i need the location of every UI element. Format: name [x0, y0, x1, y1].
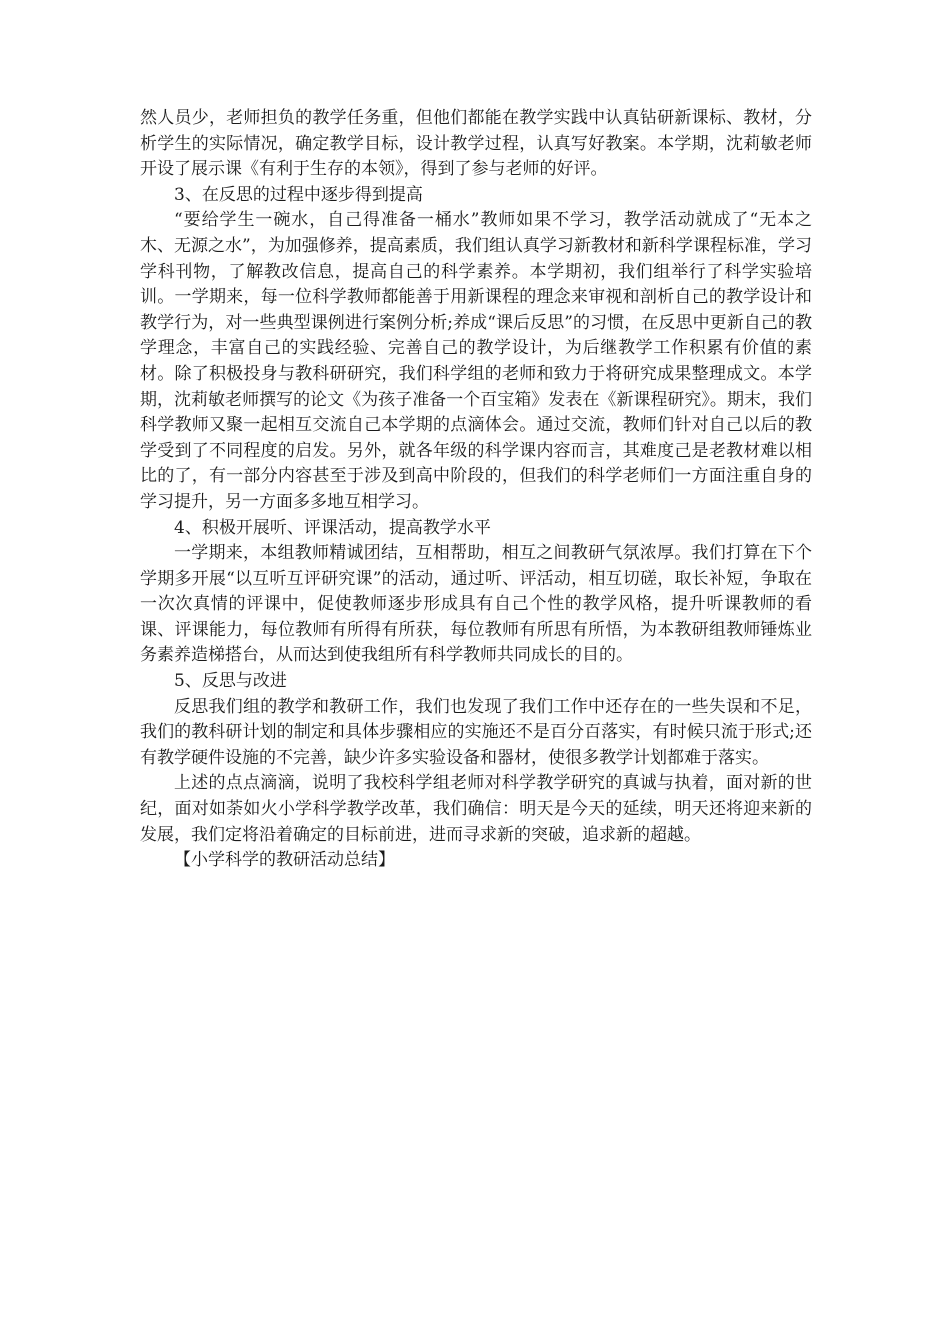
paragraph-reflection: “要给学生一碗水，自己得准备一桶水”教师如果不学习，教学活动就成了“无本之木、无源之水”，为加强修养，提高素质，我们组认真学习新教材和新科学课程标准，学习学科刊物，了解教改信息，提高自己的科学素养。本学期初，我们组举行了科学实验培训。一学期来，每一位科学教师都能善于用新课程的理念来审视和剖析自己的教学设计和教学行为，对一些典型课例进行案例分析;养成“课后反思”的习惯，在反思中更新自己的教学理念，丰富自己的实践经验、完善自己的教学设计，为后继教学工作积累有价值的素材。除了积极投身与教科研研究，我们科学组的老师和致力于将研究成果整理成文。本学期，沈莉敏老师撰写的论文《为孩子准备一个百宝箱》发表在《新课程研究》。期末，我们科学教师又聚一起相互交流自己本学期的点滴体会。通过交流，教师们针对自己以后的教学受到了不同程度的启发。另外，就各年级的科学课内容而言，其难度己是老教材难以相比的了，有一部分内容甚至于涉及到高中阶段的，但我们的科学老师们一方面注重自身的学习提升，另一方面多多地互相学习。 — [140, 210, 812, 512]
section-heading-4: 4、积极开展听、评课活动，提高教学水平 — [174, 517, 491, 538]
section-heading-5: 5、反思与改进 — [174, 671, 287, 692]
section-heading-3: 3、在反思的过程中逐步得到提高 — [174, 184, 423, 205]
closing-title: 【小学科学的教研活动总结】 — [174, 850, 395, 871]
paragraph-lesson-evaluation: 一学期来，本组教师精诚团结，互相帮助，相互之间教研气氛浓厚。我们打算在下个学期多开展“以互听互评研究课”的活动，通过听、评活动，相互切磋，取长补短，争取在一次次真情的评课中，促使教师逐步形成具有自己个性的教学风格，提升听课教师的看课、评课能力，每位教师有所得有所获，每位教师有所思有所悟，为本教研组教师锤炼业务素养造梯搭台，从而达到使我组所有科学教师共同成长的目的。 — [140, 543, 812, 666]
paragraph-improvement: 反思我们组的教学和教研工作，我们也发现了我们工作中还存在的一些失误和不足，我们的教科研计划的制定和具体步骤相应的实施还不是百分百落实，有时候只流于形式;还有教学硬件设施的不完善，缺少许多实验设备和器材，使很多教学计划都难于落实。 — [140, 696, 812, 768]
paragraph-conclusion: 上述的点点滴滴，说明了我校科学组老师对科学教学研究的真诚与执着，面对新的世纪，面对如荼如火小学科学教学改革，我们确信：明天是今天的延续，明天还将迎来新的发展，我们定将沿着确定的目标前进，进而寻求新的突破，追求新的超越。 — [140, 773, 812, 845]
paragraph-continuation: 然人员少，老师担负的教学任务重，但他们都能在教学实践中认真钻研新课标、教材，分析学生的实际情况，确定教学目标，设计教学过程，认真写好教案。本学期，沈莉敏老师开设了展示课《有利于生存的本领》，得到了参与老师的好评。 — [140, 108, 812, 180]
document-page — [140, 106, 812, 874]
